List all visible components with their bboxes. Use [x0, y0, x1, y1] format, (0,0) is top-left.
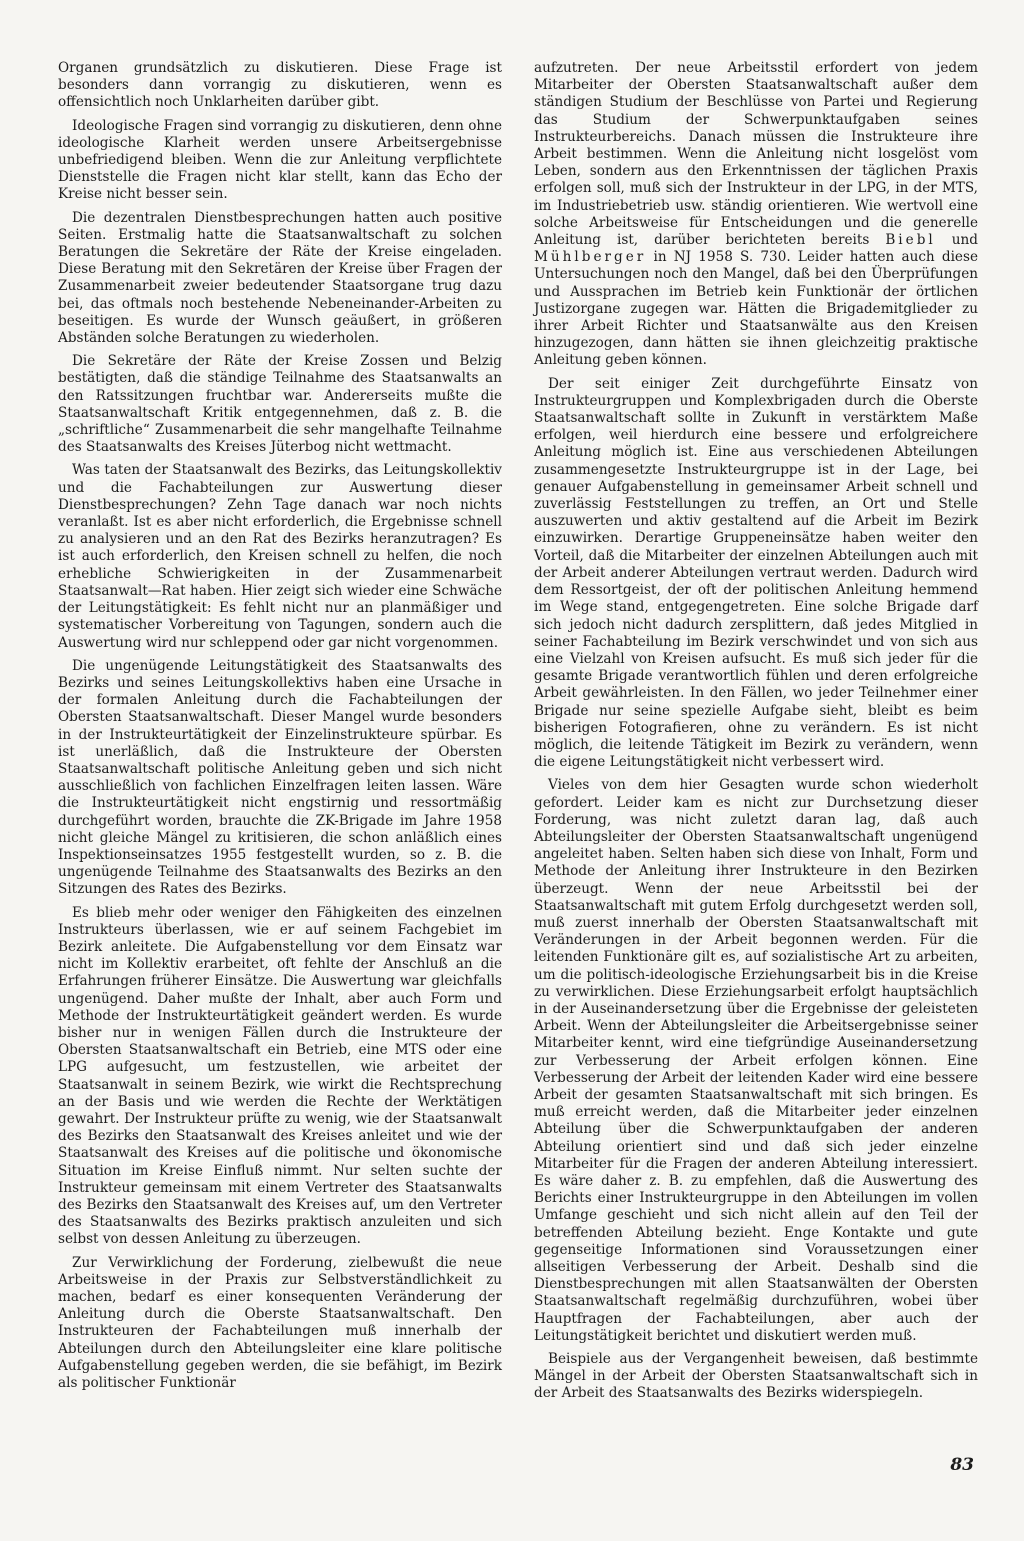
paragraph: Ideologische Fragen sind vorrangig zu diskutieren, denn ohne ideologische Klarheit werden unsere Arbeitsergebnisse unbefriedigend bleiben. Wenn die zur Anleitung verpflichtete Dienststelle die Fragen nicht klar stellt, kann das Echo der Kreise nicht besser sein.: [58, 117, 502, 203]
right-column: [534, 60, 978, 1480]
paragraph: Was taten der Staatsanwalt des Bezirks, das Leitungskollektiv und die Fachabteilungen zur Auswertung dieser Dienstbesprechungen? Zehn Tage danach war noch nichts veranlaßt. Ist es aber nicht erforderlich, die Ergebnisse schnell zu analysieren und an den Rat des Bezirks heranzutragen? Es ist auch erforderlich, den Kreisen schnell zu helfen, die noch erhebliche Schwierigkeiten in der Zusammenarbeit Staatsanwalt—Rat haben. Hier zeigt sich wieder eine Schwäche der Leitungstätigkeit: Es fehlt nicht nur an planmäßiger und systematischer Vorbereitung von Tagungen, sondern auch die Auswertung wird nur schleppend oder gar nicht vorgenommen.: [58, 462, 502, 651]
paragraph-text: in NJ 1958 S. 730. Leider hatten auch diese Untersuchungen noch den Mangel, daß bei den Überprüfungen und Aussprachen im Betrieb kein Funktionär der örtlichen Justizorgane zugegen war. Hätten die Brigademitglieder zu ihrer Arbeit Richter und Staatsanwälte aus den Kreisen hinzugezogen, dann hätten sie ihnen gleichzeitig praktische Anleitung geben können.: [534, 249, 978, 369]
author-name: Mühlberger: [534, 249, 647, 266]
paragraph: Der seit einiger Zeit durchgeführte Einsatz von Instrukteurgruppen und Komplexbrigaden durch die Oberste Staatsanwaltschaft sollte in Zukunft in verstärktem Maße erfolgen, weil hierdurch eine bessere und erfolgreichere Anleitung möglich ist. Eine aus verschiedenen Abteilungen zusammengesetzte Instrukteurgruppe ist in der Lage, bei genauer Aufgabenstellung in gemeinsamer Arbeit schnell und zuverlässig Feststellungen zu treffen, an Ort und Stelle auszuwerten und aktiv gestaltend auf die Arbeit im Bezirk einzuwirken. Derartige Gruppeneinsätze haben weiter den Vorteil, daß die Mitarbeiter der einzelnen Abteilungen auch mit der Arbeit anderer Abteilungen vertraut werden. Dadurch wird dem Ressortgeist, der oft der politischen Anleitung hemmend im Wege stand, entgegengetreten. Eine solche Brigade darf sich jedoch nicht dadurch zersplittern, daß jedes Mitglied in seiner Fachabteilung im Bezirk verschwindet und von sich aus eine Vielzahl von Kreisen aufsucht. Es muß sich jeder für die gesamte Brigade verantwortlich fühlen und deren erfolgreiche Arbeit gewährleisten. In den Fällen, wo jeder Teilnehmer einer Brigade nur seine spezielle Aufgabe sieht, bleibt es beim bisherigen Fotografieren, ohne zu verändern. Es ist nicht möglich, die leitende Tätigkeit im Bezirk zu verändern, wenn die eigene Leitungstätigkeit nicht verbessert wird.: [534, 375, 978, 771]
paragraph: Zur Verwirklichung der Forderung, zielbewußt die neue Arbeitsweise in der Praxis zur Selbstverständlichkeit zu machen, bedarf es einer konsequenten Veränderung der Anleitung durch die Oberste Staatsanwaltschaft. Den Instrukteuren der Fachabteilungen muß innerhalb der Abteilungen durch den Abteilungsleiter eine klare politische Aufgabenstellung gegeben werden, die sie befähigt, im Bezirk als politischer Funktionär: [58, 1254, 502, 1392]
paragraph: Die ungenügende Leitungstätigkeit des Staatsanwalts des Bezirks und seines Leitungskollektivs haben eine Ursache in der formalen Anleitung durch die Fachabteilungen der Obersten Staatsanwaltschaft. Dieser Mangel wurde besonders in der Instrukteurtätigkeit der Einzelinstrukteure spürbar. Es ist unerläßlich, daß die Instrukteure der Obersten Staatsanwaltschaft politische Anleitung geben und sich nicht ausschließlich von fachlichen Einzelfragen leiten lassen. Wäre die Instrukteurtätigkeit nicht engstirnig und ressortmäßig durchgeführt worden, brauchte die ZK-Brigade im Jahre 1958 nicht gleiche Mängel zu kritisieren, die schon anläßlich eines Inspektionseinsatzes 1955 festgestellt wurden, so z. B. die ungenügende Teilnahme des Staatsanwalts des Bezirks an den Sitzungen des Rates des Bezirks.: [58, 657, 502, 898]
paragraph: Die Sekretäre der Räte der Kreise Zossen und Belzig bestätigten, daß die ständige Teilnahme des Staatsanwalts an den Ratssitzungen fruchtbar war. Andererseits mußte die Staatsanwaltschaft Kritik entgegennehmen, daß z. B. die „schriftliche“ Zusammenarbeit die sehr mangelhafte Teilnahme des Staatsanwalts des Kreises Jüterbog nicht wettmacht.: [58, 353, 502, 456]
paragraph: Die dezentralen Dienstbesprechungen hatten auch positive Seiten. Erstmalig hatte die Staatsanwaltschaft zu solchen Beratungen die Sekretäre der Räte der Kreise eingeladen. Diese Beratung mit den Sekretären der Kreise über Fragen der Zusammenarbeit zweier bedeutender Staatsorgane trug dazu bei, das oftmals noch bestehende Nebeneinander-Arbeiten zu beseitigen. Es wurde der Wunsch geäußert, in größeren Abständen solche Beratungen zu wiederholen.: [58, 209, 502, 347]
paragraph-text: und: [935, 232, 978, 249]
paragraph: Vieles von dem hier Gesagten wurde schon wiederholt gefordert. Leider kam es nicht zur Durchsetzung dieser Forderung, was nicht zuletzt daran lag, daß auch Abteilungsleiter der Obersten Staatsanwaltschaft ungenügend angeleitet haben. Selten haben sich diese von Inhalt, Form und Methode der Anleitung ihrer Instrukteure in den Bezirken überzeugt. Wenn der neue Arbeitsstil bei der Staatsanwaltschaft mit gutem Erfolg durchgesetzt werden soll, muß zuerst innerhalb der Obersten Staatsanwaltschaft mit Veränderungen in der Arbeit begonnen werden. Für die leitenden Funktionäre gilt es, auf sozialistische Art zu arbeiten, um die politisch-ideologische Erziehungsarbeit bis in die Kreise zu verwirklichen. Diese Erziehungsarbeit erfolgt hauptsächlich in der Auseinandersetzung über die Ergebnisse der geleisteten Arbeit. Wenn der Abteilungsleiter die Arbeitsergebnisse seiner Mitarbeiter kennt, wird eine tiefgründige Auseinandersetzung zur Verbesserung der Arbeit erfolgen können. Eine Verbesserung der Arbeit der leitenden Kader wird eine bessere Arbeit der gesamten Staatsanwaltschaft mit sich bringen. Es muß erreicht werden, daß die Mitarbeiter jeder einzelnen Abteilung über die Schwerpunktaufgaben der anderen Abteilung orientiert sind und daß sich jeder einzelne Mitarbeiter für die Fragen der anderen Abteilung interessiert. Es wäre daher z. B. zu empfehlen, daß die Auswertung des Berichts einer Instrukteurgruppe in den Abteilungen im vollen Umfange geschieht und sich nicht allein auf den Teil der betreffenden Abteilung bezieht. Enge Kontakte und gute gegenseitige Informationen sind Voraussetzungen einer allseitigen Verbesserung der Arbeit. Deshalb sind die Dienstbesprechungen mit allen Staatsanwälten der Obersten Staatsanwaltschaft regelmäßig durchzuführen, wobei über Hauptfragen der Fachabteilungen, aber auch der Leitungstätigkeit berichtet und diskutiert werden muß.: [534, 777, 978, 1344]
page-number: 83: [950, 1455, 974, 1475]
paragraph: [534, 60, 978, 370]
paragraph: Beispiele aus der Vergangenheit beweisen, daß bestimmte Mängel in der Arbeit der Obersten Staatsanwaltschaft sich in der Arbeit des Staatsanwalts des Bezirks widerspiegeln.: [534, 1351, 978, 1402]
paragraph-text: aufzutreten. Der neue Arbeitsstil erfordert von jedem Mitarbeiter der Obersten Staatsanwaltschaft außer dem ständigen Studium der Beschlüsse von Partei und Regierung das Studium der Schwerpunktaufgaben seines Instrukteurbereichs. Danach müssen die Instrukteure ihre Arbeit bestimmen. Wenn die Anleitung nicht losgelöst vom Leben, sondern aus den Erkenntnissen der täglichen Praxis erfolgen soll, muß sich der Instrukteur in der LPG, in der MTS, im Industriebetrieb usw. ständig orientieren. Wie wertvoll eine solche Arbeitsweise für Entscheidungen und die generelle Anleitung ist, darüber berichteten bereits: [534, 60, 978, 249]
document-page: [58, 60, 978, 1480]
left-column: [58, 60, 502, 1480]
author-name: Biebl: [885, 232, 936, 249]
paragraph: Es blieb mehr oder weniger den Fähigkeiten des einzelnen Instrukteurs überlassen, wie er auf seinem Fachgebiet im Bezirk anleitete. Die Aufgabenstellung vor dem Einsatz war nicht im Kollektiv erarbeitet, oft fehlte der Anschluß an die Erfahrungen früherer Einsätze. Die Auswertung war gleichfalls ungenügend. Daher mußte der Inhalt, aber auch Form und Methode der Instrukteurtätigkeit geändert werden. Es wurde bisher nur in wenigen Fällen durch die Instrukteure der Obersten Staatsanwaltschaft ein Betrieb, eine MTS oder eine LPG aufgesucht, um festzustellen, wie arbeitet der Staatsanwalt in seinem Bezirk, wie wirkt die Rechtsprechung an der Basis und wie werden die Rechte der Werktätigen gewahrt. Der Instrukteur prüfte zu wenig, wie der Staatsanwalt des Bezirks den Staatsanwalt des Kreises anleitet und wie der Staatsanwalt des Kreises auf die politische und ökonomische Situation im Kreise Einfluß nimmt. Nur selten suchte der Instrukteur gemeinsam mit einem Vertreter des Staatsanwalts des Bezirks den Staatsanwalt des Kreises auf, um den Vertreter des Staatsanwalts des Bezirks praktisch anzuleiten und sich selbst von dessen Anleitung zu überzeugen.: [58, 904, 502, 1248]
paragraph: Organen grundsätzlich zu diskutieren. Diese Frage ist besonders dann vorrangig zu diskutieren, wenn es offensichtlich noch Unklarheiten darüber gibt.: [58, 60, 502, 111]
